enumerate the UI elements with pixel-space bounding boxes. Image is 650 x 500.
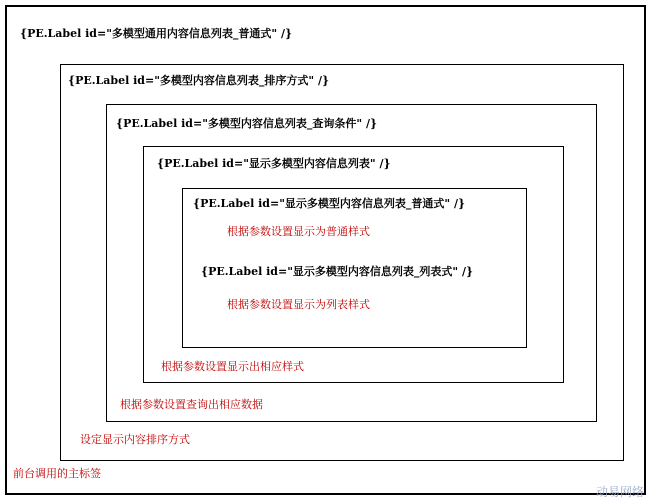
main-tag-note: 前台调用的主标签 xyxy=(13,467,101,480)
watermark-text: 动易网络 xyxy=(596,485,645,499)
main-tag-label: {PE.Label id="多模型通用内容信息列表_普通式" /} xyxy=(20,27,293,40)
display-list-tag-label: {PE.Label id="显示多模型内容信息列表" /} xyxy=(157,157,391,170)
plain-style-tag-label: {PE.Label id="显示多模型内容信息列表_普通式" /} xyxy=(193,197,466,210)
plain-style-note: 根据参数设置显示为普通样式 xyxy=(227,225,370,238)
list-style-note: 根据参数设置显示为列表样式 xyxy=(227,298,370,311)
sort-order-note: 设定显示内容排序方式 xyxy=(80,433,190,446)
query-conditions-tag-label: {PE.Label id="多模型内容信息列表_查询条件" /} xyxy=(116,117,378,130)
list-style-tag-label: {PE.Label id="显示多模型内容信息列表_列表式" /} xyxy=(201,265,474,278)
sort-order-tag-label: {PE.Label id="多模型内容信息列表_排序方式" /} xyxy=(68,74,330,87)
query-conditions-note: 根据参数设置查询出相应数据 xyxy=(120,398,263,411)
display-list-note: 根据参数设置显示出相应样式 xyxy=(161,360,304,373)
